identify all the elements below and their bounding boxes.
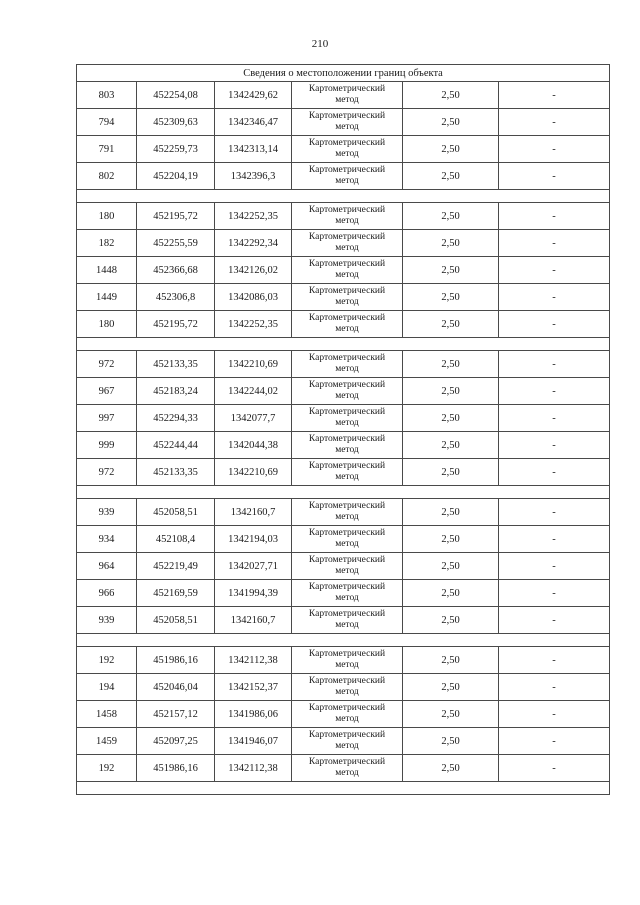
accuracy-cell: 2,50 bbox=[403, 82, 499, 109]
method-line-1: Картометрический bbox=[308, 259, 386, 269]
y-coordinate-cell: 1342194,03 bbox=[215, 526, 292, 553]
x-coordinate-cell: 452169,59 bbox=[137, 580, 215, 607]
description-cell: - bbox=[499, 109, 610, 136]
description-cell: - bbox=[499, 701, 610, 728]
x-coordinate-cell: 452058,51 bbox=[137, 607, 215, 634]
method-line-1: Картометрический bbox=[308, 205, 386, 215]
description-cell: - bbox=[499, 580, 610, 607]
method-line-2: метод bbox=[335, 741, 359, 751]
y-coordinate-cell: 1342252,35 bbox=[215, 311, 292, 338]
x-coordinate-cell: 452294,33 bbox=[137, 405, 215, 432]
method-line-1: Картометрический bbox=[308, 649, 386, 659]
separator-cell bbox=[77, 486, 610, 499]
table-row bbox=[77, 607, 610, 634]
method-line-1: Картометрический bbox=[308, 353, 386, 363]
method-line-2: метод bbox=[335, 122, 359, 132]
method-line-2: метод bbox=[335, 714, 359, 724]
description-cell: - bbox=[499, 755, 610, 782]
point-id-cell: 1449 bbox=[77, 284, 137, 311]
method-cell bbox=[292, 351, 403, 378]
x-coordinate-cell: 452157,12 bbox=[137, 701, 215, 728]
separator-cell bbox=[77, 338, 610, 351]
point-id-cell: 972 bbox=[77, 459, 137, 486]
accuracy-cell: 2,50 bbox=[403, 674, 499, 701]
method-line-2: метод bbox=[335, 539, 359, 549]
method-cell bbox=[292, 526, 403, 553]
method-line-2: метод bbox=[335, 95, 359, 105]
x-coordinate-cell: 452133,35 bbox=[137, 459, 215, 486]
method-line-1: Картометрический bbox=[308, 380, 386, 390]
y-coordinate-cell: 1342160,7 bbox=[215, 607, 292, 634]
method-line-2: метод bbox=[335, 243, 359, 253]
table-row bbox=[77, 728, 610, 755]
description-cell: - bbox=[499, 378, 610, 405]
accuracy-cell: 2,50 bbox=[403, 284, 499, 311]
x-coordinate-cell: 452259,73 bbox=[137, 136, 215, 163]
group-separator-row bbox=[77, 634, 610, 647]
method-line-2: метод bbox=[335, 768, 359, 778]
table-row bbox=[77, 230, 610, 257]
method-cell bbox=[292, 459, 403, 486]
point-id-cell: 939 bbox=[77, 607, 137, 634]
method-line-1: Картометрический bbox=[308, 111, 386, 121]
accuracy-cell: 2,50 bbox=[403, 136, 499, 163]
boundary-table-container bbox=[76, 64, 609, 795]
point-id-cell: 794 bbox=[77, 109, 137, 136]
separator-cell bbox=[77, 190, 610, 203]
x-coordinate-cell: 452195,72 bbox=[137, 203, 215, 230]
method-line-2: метод bbox=[335, 620, 359, 630]
page-number: 210 bbox=[311, 38, 329, 50]
method-line-2: метод bbox=[335, 418, 359, 428]
method-line-2: метод bbox=[335, 364, 359, 374]
y-coordinate-cell: 1342210,69 bbox=[215, 459, 292, 486]
table-row bbox=[77, 351, 610, 378]
method-cell bbox=[292, 580, 403, 607]
table-row bbox=[77, 459, 610, 486]
method-line-2: метод bbox=[335, 270, 359, 280]
method-line-1: Картометрический bbox=[308, 703, 386, 713]
point-id-cell: 180 bbox=[77, 203, 137, 230]
description-cell: - bbox=[499, 607, 610, 634]
method-line-1: Картометрический bbox=[308, 757, 386, 767]
method-line-1: Картометрический bbox=[308, 676, 386, 686]
y-coordinate-cell: 1342346,47 bbox=[215, 109, 292, 136]
table-row bbox=[77, 701, 610, 728]
table-row bbox=[77, 674, 610, 701]
point-id-cell: 802 bbox=[77, 163, 137, 190]
method-cell bbox=[292, 607, 403, 634]
accuracy-cell: 2,50 bbox=[403, 378, 499, 405]
x-coordinate-cell: 452046,04 bbox=[137, 674, 215, 701]
y-coordinate-cell: 1342429,62 bbox=[215, 82, 292, 109]
method-line-2: метод bbox=[335, 297, 359, 307]
description-cell: - bbox=[499, 136, 610, 163]
accuracy-cell: 2,50 bbox=[403, 230, 499, 257]
method-line-1: Картометрический bbox=[308, 138, 386, 148]
method-cell bbox=[292, 203, 403, 230]
method-line-1: Картометрический bbox=[308, 84, 386, 94]
description-cell: - bbox=[499, 674, 610, 701]
x-coordinate-cell: 452133,35 bbox=[137, 351, 215, 378]
description-cell: - bbox=[499, 405, 610, 432]
method-line-1: Картометрический bbox=[308, 407, 386, 417]
accuracy-cell: 2,50 bbox=[403, 526, 499, 553]
table-row bbox=[77, 82, 610, 109]
separator-cell bbox=[77, 782, 610, 795]
method-line-2: метод bbox=[335, 216, 359, 226]
description-cell: - bbox=[499, 526, 610, 553]
method-line-2: метод bbox=[335, 472, 359, 482]
accuracy-cell: 2,50 bbox=[403, 163, 499, 190]
description-cell: - bbox=[499, 230, 610, 257]
x-coordinate-cell: 452097,25 bbox=[137, 728, 215, 755]
accuracy-cell: 2,50 bbox=[403, 755, 499, 782]
point-id-cell: 192 bbox=[77, 647, 137, 674]
group-separator-row bbox=[77, 486, 610, 499]
method-line-1: Картометрический bbox=[308, 501, 386, 511]
accuracy-cell: 2,50 bbox=[403, 432, 499, 459]
method-cell bbox=[292, 553, 403, 580]
accuracy-cell: 2,50 bbox=[403, 728, 499, 755]
x-coordinate-cell: 452255,59 bbox=[137, 230, 215, 257]
table-row bbox=[77, 432, 610, 459]
method-cell bbox=[292, 163, 403, 190]
y-coordinate-cell: 1342244,02 bbox=[215, 378, 292, 405]
y-coordinate-cell: 1342027,71 bbox=[215, 553, 292, 580]
point-id-cell: 1458 bbox=[77, 701, 137, 728]
table-row bbox=[77, 257, 610, 284]
method-line-1: Картометрический bbox=[308, 286, 386, 296]
x-coordinate-cell: 451986,16 bbox=[137, 755, 215, 782]
y-coordinate-cell: 1342086,03 bbox=[215, 284, 292, 311]
method-line-2: метод bbox=[335, 391, 359, 401]
x-coordinate-cell: 452195,72 bbox=[137, 311, 215, 338]
method-cell bbox=[292, 230, 403, 257]
point-id-cell: 997 bbox=[77, 405, 137, 432]
accuracy-cell: 2,50 bbox=[403, 647, 499, 674]
point-id-cell: 180 bbox=[77, 311, 137, 338]
description-cell: - bbox=[499, 553, 610, 580]
accuracy-cell: 2,50 bbox=[403, 553, 499, 580]
y-coordinate-cell: 1342210,69 bbox=[215, 351, 292, 378]
y-coordinate-cell: 1341986,06 bbox=[215, 701, 292, 728]
accuracy-cell: 2,50 bbox=[403, 499, 499, 526]
description-cell: - bbox=[499, 257, 610, 284]
table-row bbox=[77, 311, 610, 338]
description-cell: - bbox=[499, 163, 610, 190]
table-row bbox=[77, 163, 610, 190]
method-cell bbox=[292, 109, 403, 136]
accuracy-cell: 2,50 bbox=[403, 257, 499, 284]
table-row bbox=[77, 203, 610, 230]
method-line-2: метод bbox=[335, 176, 359, 186]
method-line-1: Картометрический bbox=[308, 313, 386, 323]
group-separator-row bbox=[77, 338, 610, 351]
y-coordinate-cell: 1342044,38 bbox=[215, 432, 292, 459]
method-cell bbox=[292, 755, 403, 782]
point-id-cell: 803 bbox=[77, 82, 137, 109]
y-coordinate-cell: 1342313,14 bbox=[215, 136, 292, 163]
y-coordinate-cell: 1342292,34 bbox=[215, 230, 292, 257]
method-line-1: Картометрический bbox=[308, 232, 386, 242]
y-coordinate-cell: 1342126,02 bbox=[215, 257, 292, 284]
table-row bbox=[77, 647, 610, 674]
method-line-1: Картометрический bbox=[308, 528, 386, 538]
accuracy-cell: 2,50 bbox=[403, 701, 499, 728]
method-line-2: метод bbox=[335, 566, 359, 576]
table-row bbox=[77, 499, 610, 526]
description-cell: - bbox=[499, 311, 610, 338]
table-title: Сведения о местоположении границ объекта bbox=[77, 65, 610, 82]
table-row bbox=[77, 136, 610, 163]
x-coordinate-cell: 452108,4 bbox=[137, 526, 215, 553]
method-cell bbox=[292, 82, 403, 109]
boundary-coordinates-table bbox=[76, 64, 610, 795]
y-coordinate-cell: 1342396,3 bbox=[215, 163, 292, 190]
method-cell bbox=[292, 136, 403, 163]
x-coordinate-cell: 452219,49 bbox=[137, 553, 215, 580]
method-line-2: метод bbox=[335, 149, 359, 159]
table-row bbox=[77, 526, 610, 553]
group-separator-row bbox=[77, 782, 610, 795]
description-cell: - bbox=[499, 432, 610, 459]
method-line-2: метод bbox=[335, 512, 359, 522]
description-cell: - bbox=[499, 499, 610, 526]
method-line-2: метод bbox=[335, 324, 359, 334]
method-cell bbox=[292, 674, 403, 701]
x-coordinate-cell: 452306,8 bbox=[137, 284, 215, 311]
accuracy-cell: 2,50 bbox=[403, 607, 499, 634]
y-coordinate-cell: 1342160,7 bbox=[215, 499, 292, 526]
method-line-2: метод bbox=[335, 593, 359, 603]
method-line-2: метод bbox=[335, 445, 359, 455]
method-line-1: Картометрический bbox=[308, 165, 386, 175]
point-id-cell: 791 bbox=[77, 136, 137, 163]
y-coordinate-cell: 1341946,07 bbox=[215, 728, 292, 755]
x-coordinate-cell: 452058,51 bbox=[137, 499, 215, 526]
method-cell bbox=[292, 701, 403, 728]
point-id-cell: 999 bbox=[77, 432, 137, 459]
x-coordinate-cell: 451986,16 bbox=[137, 647, 215, 674]
description-cell: - bbox=[499, 351, 610, 378]
description-cell: - bbox=[499, 203, 610, 230]
accuracy-cell: 2,50 bbox=[403, 459, 499, 486]
x-coordinate-cell: 452183,24 bbox=[137, 378, 215, 405]
y-coordinate-cell: 1341994,39 bbox=[215, 580, 292, 607]
accuracy-cell: 2,50 bbox=[403, 203, 499, 230]
method-line-1: Картометрический bbox=[308, 730, 386, 740]
table-row bbox=[77, 755, 610, 782]
method-cell bbox=[292, 405, 403, 432]
accuracy-cell: 2,50 bbox=[403, 311, 499, 338]
x-coordinate-cell: 452244,44 bbox=[137, 432, 215, 459]
y-coordinate-cell: 1342112,38 bbox=[215, 755, 292, 782]
table-row bbox=[77, 580, 610, 607]
method-cell bbox=[292, 728, 403, 755]
point-id-cell: 934 bbox=[77, 526, 137, 553]
point-id-cell: 966 bbox=[77, 580, 137, 607]
description-cell: - bbox=[499, 647, 610, 674]
accuracy-cell: 2,50 bbox=[403, 580, 499, 607]
y-coordinate-cell: 1342077,7 bbox=[215, 405, 292, 432]
point-id-cell: 1459 bbox=[77, 728, 137, 755]
point-id-cell: 972 bbox=[77, 351, 137, 378]
separator-cell bbox=[77, 634, 610, 647]
method-cell bbox=[292, 647, 403, 674]
method-line-1: Картометрический bbox=[308, 555, 386, 565]
method-cell bbox=[292, 432, 403, 459]
method-line-1: Картометрический bbox=[308, 609, 386, 619]
method-cell bbox=[292, 499, 403, 526]
point-id-cell: 939 bbox=[77, 499, 137, 526]
method-cell bbox=[292, 311, 403, 338]
method-cell bbox=[292, 257, 403, 284]
point-id-cell: 194 bbox=[77, 674, 137, 701]
method-line-1: Картометрический bbox=[308, 461, 386, 471]
point-id-cell: 192 bbox=[77, 755, 137, 782]
point-id-cell: 967 bbox=[77, 378, 137, 405]
method-cell bbox=[292, 284, 403, 311]
method-line-2: метод bbox=[335, 687, 359, 697]
description-cell: - bbox=[499, 284, 610, 311]
table-row bbox=[77, 553, 610, 580]
x-coordinate-cell: 452204,19 bbox=[137, 163, 215, 190]
table-row bbox=[77, 405, 610, 432]
table-row bbox=[77, 109, 610, 136]
table-header-row bbox=[77, 65, 610, 82]
description-cell: - bbox=[499, 459, 610, 486]
method-line-1: Картометрический bbox=[308, 434, 386, 444]
y-coordinate-cell: 1342112,38 bbox=[215, 647, 292, 674]
x-coordinate-cell: 452366,68 bbox=[137, 257, 215, 284]
method-line-1: Картометрический bbox=[308, 582, 386, 592]
y-coordinate-cell: 1342152,37 bbox=[215, 674, 292, 701]
group-separator-row bbox=[77, 190, 610, 203]
point-id-cell: 964 bbox=[77, 553, 137, 580]
method-line-2: метод bbox=[335, 660, 359, 670]
table-body bbox=[77, 65, 610, 795]
accuracy-cell: 2,50 bbox=[403, 351, 499, 378]
point-id-cell: 182 bbox=[77, 230, 137, 257]
table-row bbox=[77, 284, 610, 311]
description-cell: - bbox=[499, 82, 610, 109]
x-coordinate-cell: 452254,08 bbox=[137, 82, 215, 109]
table-row bbox=[77, 378, 610, 405]
method-cell bbox=[292, 378, 403, 405]
description-cell: - bbox=[499, 728, 610, 755]
accuracy-cell: 2,50 bbox=[403, 109, 499, 136]
point-id-cell: 1448 bbox=[77, 257, 137, 284]
x-coordinate-cell: 452309,63 bbox=[137, 109, 215, 136]
y-coordinate-cell: 1342252,35 bbox=[215, 203, 292, 230]
accuracy-cell: 2,50 bbox=[403, 405, 499, 432]
